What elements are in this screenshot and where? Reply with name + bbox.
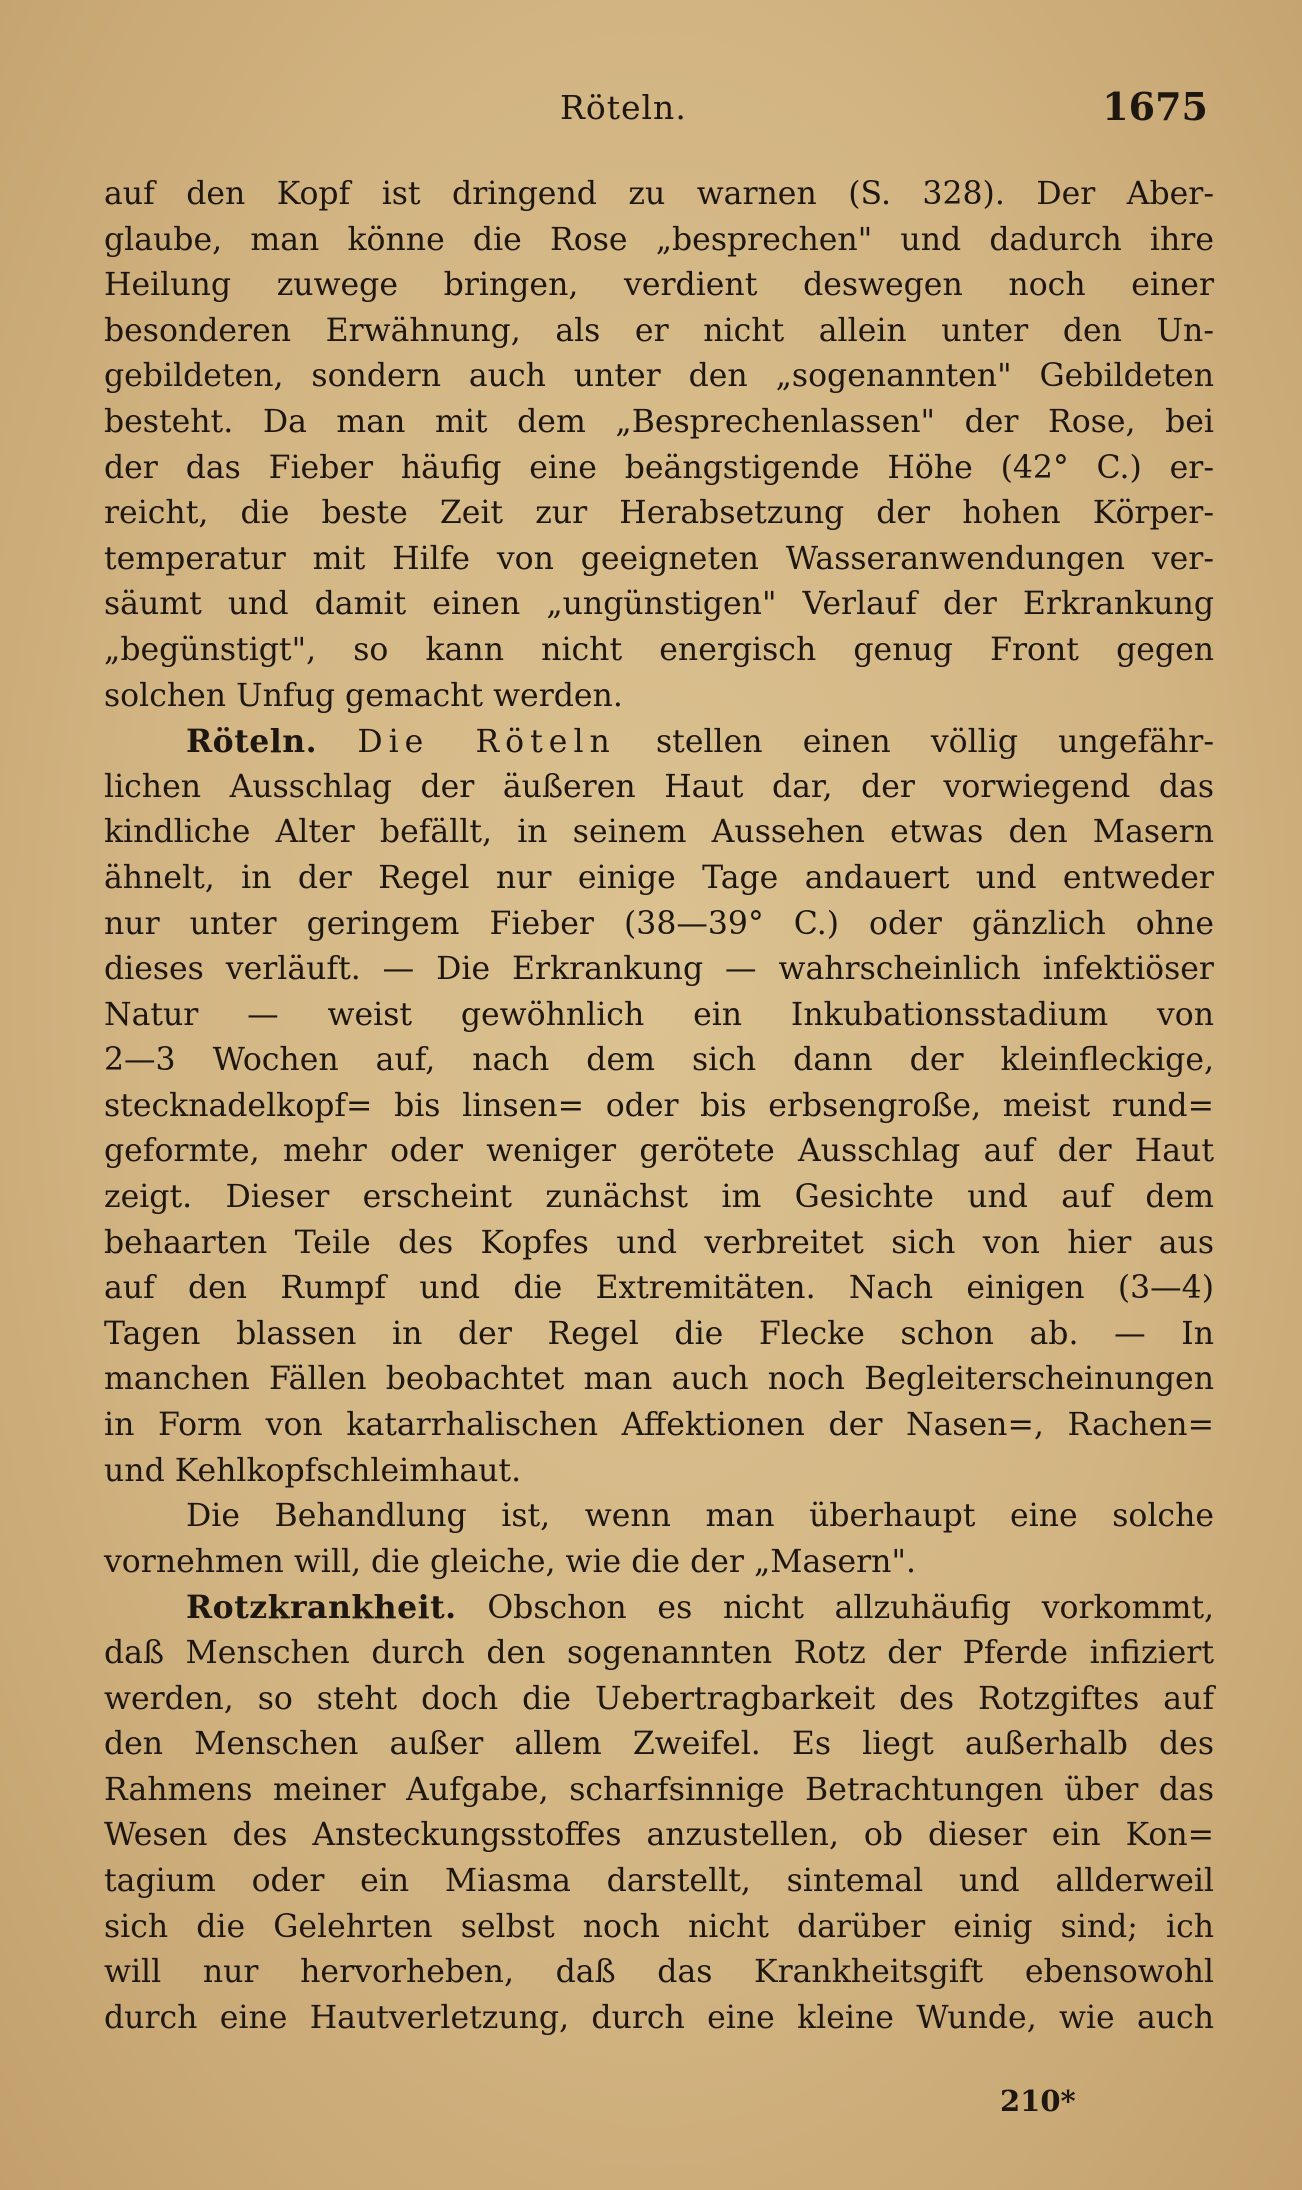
text-line: Natur — weist gewöhnlich ein Inkubationsstadium von xyxy=(104,996,1214,1033)
text-line: tagium oder ein Miasma darstellt, sintemal und allderweil xyxy=(104,1862,1214,1899)
text-line: Heilung zuwege bringen, verdient deswegen noch einer xyxy=(104,267,1214,304)
text-line: lichen Ausschlag der äußeren Haut dar, der vorwiegend das xyxy=(104,768,1214,805)
text-line: nur unter geringem Fieber (38—39° C.) oder gänzlich ohne xyxy=(104,905,1214,942)
text-line: temperatur mit Hilfe von geeigneten Wasseranwendungen ver- xyxy=(104,540,1214,577)
text-line: reicht, die beste Zeit zur Herabsetzung der hohen Körper- xyxy=(104,495,1214,532)
text-line: auf den Rumpf und die Extremitäten. Nach einigen (3—4) xyxy=(104,1270,1214,1307)
text-line: in Form von katarrhalischen Affektionen der Nasen=, Rachen= xyxy=(104,1407,1214,1444)
text-fragment: Obschon es nicht allzuhäufig vorkommt, xyxy=(487,1590,1214,1627)
text-fragment: stellen einen völlig ungefähr- xyxy=(656,724,1214,761)
text-line: sich die Gelehrten selbst noch nicht darüber einig sind; ich xyxy=(104,1908,1214,1945)
section-heading-roeteln: Röteln. xyxy=(186,723,318,761)
text-line: gebildeten, sondern auch unter den „sogenannten" Gebildeten xyxy=(104,358,1214,395)
text-line: den Menschen außer allem Zweifel. Es liegt außerhalb des xyxy=(104,1726,1214,1763)
spaced-phrase: Die Röteln xyxy=(357,724,616,761)
text-line: behaarten Teile des Kopfes und verbreitet sich von hier aus xyxy=(104,1224,1214,1261)
section-heading-rotzkrankheit: Rotzkrankheit. xyxy=(186,1589,457,1627)
text-line: will nur hervorheben, daß das Krankheitsgift ebensowohl xyxy=(104,1954,1214,1991)
text-line: dieses verläuft. — Die Erkrankung — wahrscheinlich infektiöser xyxy=(104,951,1214,988)
text-line: durch eine Hautverletzung, durch eine kleine Wunde, wie auch xyxy=(104,1999,1214,2036)
roeteln-first-line xyxy=(104,719,1214,765)
text-line: auf den Kopf ist dringend zu warnen (S. 328). Der Aber- xyxy=(104,176,1214,212)
text-line: 2—3 Wochen auf, nach dem sich dann der kleinfleckige, xyxy=(104,1042,1214,1079)
text-line: vornehmen will, die gleiche, wie die der „Masern". xyxy=(104,1543,916,1580)
text-line: Tagen blassen in der Regel die Flecke schon ab. — In xyxy=(104,1315,1214,1352)
page-number: 1675 xyxy=(1102,84,1208,129)
text-line: Wesen des Ansteckungsstoffes anzustellen, ob dieser ein Kon= xyxy=(104,1817,1214,1854)
text-line: „begünstigt", so kann nicht energisch genug Front gegen xyxy=(104,631,1214,668)
text-line: solchen Unfug gemacht werden. xyxy=(104,677,623,714)
text-line: und Kehlkopfschleimhaut. xyxy=(104,1452,522,1489)
text-line: kindliche Alter befällt, in seinem Aussehen etwas den Masern xyxy=(104,814,1214,851)
body-text xyxy=(104,172,1214,2041)
running-head xyxy=(0,84,1302,138)
text-line: ähnelt, in der Regel nur einige Tage andauert und entweder xyxy=(104,859,1214,896)
running-title: Röteln. xyxy=(560,88,687,127)
text-line: werden, so steht doch die Uebertragbarkeit des Rotzgiftes auf xyxy=(104,1680,1214,1717)
signature-mark: 210* xyxy=(1000,2084,1076,2118)
text-line: säumt und damit einen „ungünstigen" Verlauf der Erkrankung xyxy=(104,586,1214,623)
text-line: besteht. Da man mit dem „Besprechenlassen" der Rose, bei xyxy=(104,403,1214,440)
text-line: Die Behandlung ist, wenn man überhaupt eine solche xyxy=(186,1498,1214,1535)
text-line: Rahmens meiner Aufgabe, scharfsinnige Betrachtungen über das xyxy=(104,1771,1214,1808)
text-line: geformte, mehr oder weniger gerötete Ausschlag auf der Haut xyxy=(104,1133,1214,1170)
text-line: glaube, man könne die Rose „besprechen" und dadurch ihre xyxy=(104,221,1214,258)
text-line: stecknadelkopf= bis linsen= oder bis erbsengroße, meist rund= xyxy=(104,1087,1214,1124)
rotz-first-line xyxy=(104,1585,1214,1631)
text-line: der das Fieber häufig eine beängstigende Höhe (42° C.) er- xyxy=(104,449,1214,486)
text-line: manchen Fällen beobachtet man auch noch Begleiterscheinungen xyxy=(104,1361,1214,1398)
text-line: zeigt. Dieser erscheint zunächst im Gesichte und auf dem xyxy=(104,1179,1214,1216)
text-line: daß Menschen durch den sogenannten Rotz der Pferde infiziert xyxy=(104,1635,1214,1671)
text-line: besonderen Erwähnung, als er nicht allein unter den Un- xyxy=(104,312,1214,349)
